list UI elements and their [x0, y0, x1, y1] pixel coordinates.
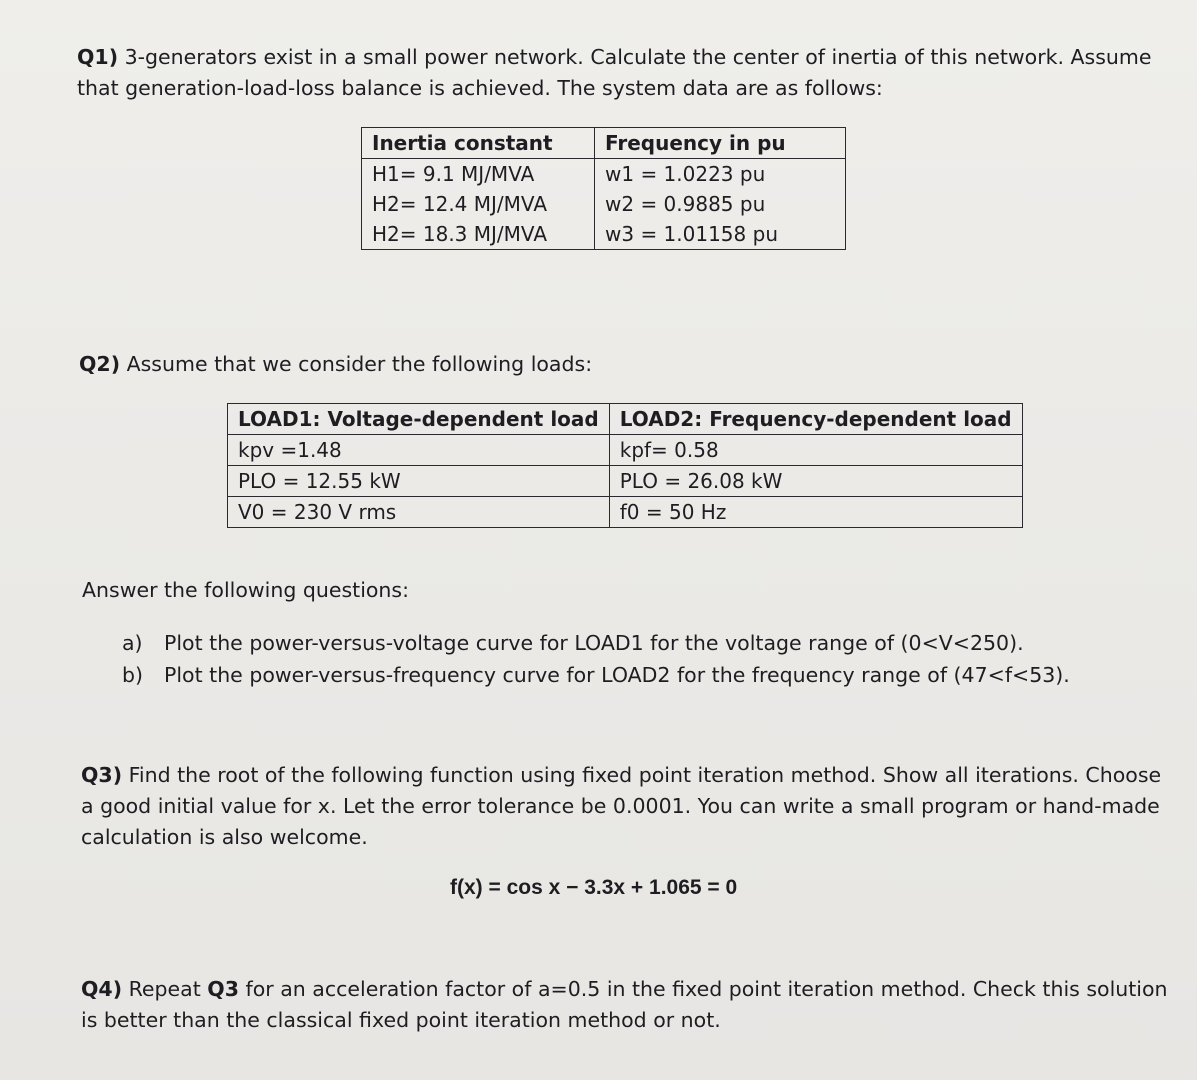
q2-answer-intro: Answer the following questions: [82, 578, 410, 602]
q4-line-2: is better than the classical fixed point iteration method or not. [81, 1008, 721, 1032]
q2-label: Q2) [79, 352, 121, 376]
q2-paragraph [79, 349, 592, 380]
q1-cell-h1: H1= 9.1 MJ/MVA [362, 159, 595, 190]
q2-cell-kpv: kpv =1.48 [228, 435, 610, 466]
q3-text-1: Find the root of the following function using fixed point iteration method. Show all iterations. Choose [128, 763, 1162, 787]
q2-item-a-text: Plot the power-versus-voltage curve for LOAD1 for the voltage range of (0<V<250). [164, 631, 1024, 655]
q2-item-a [122, 628, 1024, 659]
table-row [362, 219, 846, 250]
q1-header-inertia: Inertia constant [362, 128, 595, 159]
q2-cell-plo2: PLO = 26.08 kW [609, 466, 1022, 497]
q2-table-header-row [228, 404, 1023, 435]
table-row [228, 497, 1023, 528]
table-row [362, 159, 846, 190]
table-row [362, 189, 846, 219]
q1-cell-w3: w3 = 1.01158 pu [595, 219, 846, 250]
table-row [228, 435, 1023, 466]
q1-cell-w1: w1 = 1.0223 pu [595, 159, 846, 190]
q1-label: Q1) [77, 45, 119, 69]
q3-equation: f(x) = cos x − 3.3x + 1.065 = 0 [450, 876, 738, 899]
q2-cell-plo1: PLO = 12.55 kW [228, 466, 610, 497]
q2-item-b-text: Plot the power-versus-frequency curve for LOAD2 for the frequency range of (47<f<53). [164, 663, 1070, 687]
q3-line-3: calculation is also welcome. [81, 825, 368, 849]
q1-table [361, 127, 846, 250]
q2-item-b [122, 660, 1070, 691]
q4-text-1: for an acceleration factor of a=0.5 in the fixed point iteration method. Check this solution [245, 977, 1168, 1001]
q4-line-1 [81, 974, 1168, 1005]
table-row [228, 466, 1023, 497]
q1-line-2: that generation-load-loss balance is achieved. The system data are as follows: [77, 76, 883, 100]
q2-item-b-label: b) [122, 663, 144, 687]
q2-cell-v0: V0 = 230 V rms [228, 497, 610, 528]
q3-paragraph [81, 760, 1161, 853]
q2-text: Assume that we consider the following loads: [126, 352, 593, 376]
q2-header-load1: LOAD1: Voltage-dependent load [228, 404, 610, 435]
q2-header-load2: LOAD2: Frequency-dependent load [609, 404, 1022, 435]
q1-cell-h2: H2= 12.4 MJ/MVA [362, 189, 595, 219]
q3-label: Q3) [81, 763, 123, 787]
q1-header-frequency: Frequency in pu [595, 128, 846, 159]
q1-cell-h3: H2= 18.3 MJ/MVA [362, 219, 595, 250]
q4-label: Q4) [81, 977, 123, 1001]
q4-text-before: Repeat [128, 977, 201, 1001]
q1-text-1: 3-generators exist in a small power network. Calculate the center of inertia of this network. Assume [124, 45, 1152, 69]
q2-cell-f0: f0 = 50 Hz [609, 497, 1022, 528]
q3-line-2: a good initial value for x. Let the error tolerance be 0.0001. You can write a small program or hand-made [81, 794, 1160, 818]
q1-paragraph [77, 42, 1152, 104]
q4-paragraph [81, 974, 1168, 1036]
q1-line-1 [77, 42, 1152, 73]
q4-ref: Q3 [207, 977, 239, 1001]
q1-table-header-row [362, 128, 846, 159]
q3-line-1 [81, 760, 1161, 791]
q1-cell-w2: w2 = 0.9885 pu [595, 189, 846, 219]
q2-item-a-label: a) [122, 631, 143, 655]
q2-cell-kpf: kpf= 0.58 [609, 435, 1022, 466]
q2-table [227, 403, 1023, 528]
